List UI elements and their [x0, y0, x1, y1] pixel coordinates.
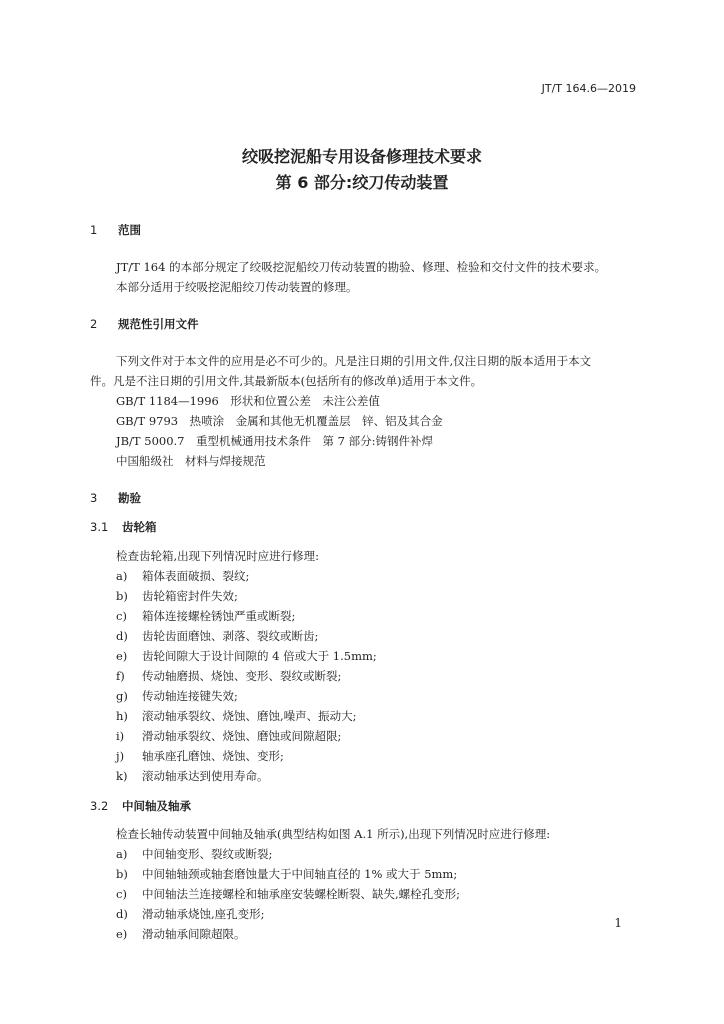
list-marker: d): [116, 907, 128, 921]
list-marker: c): [116, 609, 127, 623]
page-number: 1: [614, 916, 622, 930]
reference-item: GB/T 9793 热喷涂 金属和其他无机覆盖层 锌、铝及其合金: [116, 414, 443, 428]
list-item: [116, 588, 238, 604]
section-title: 规范性引用文件: [118, 317, 199, 331]
list-marker: b): [116, 589, 128, 603]
list-marker: h): [116, 709, 128, 723]
list-item: [116, 668, 341, 684]
section-title: 中间轴及轴承: [122, 799, 191, 813]
section-number: 3: [90, 491, 98, 505]
list-text: 滚动轴承达到使用寿命。: [142, 769, 269, 783]
list-marker: c): [116, 887, 127, 901]
list-item: [116, 768, 269, 784]
list-text: 轴承座孔磨蚀、烧蚀、变形;: [142, 749, 284, 763]
list-marker: g): [116, 689, 128, 703]
reference-item: JB/T 5000.7 重型机械通用技术条件 第 7 部分:铸钢件补焊: [116, 434, 433, 448]
subsection-3-2-heading: [90, 798, 191, 814]
list-item: [116, 648, 377, 664]
section-title: 范围: [118, 223, 141, 237]
paragraph: 下列文件对于本文件的应用是必不可少的。凡是注日期的引用文件,仅注日期的版本适用于本文: [116, 354, 592, 368]
paragraph: 检查齿轮箱,出现下列情况时应进行修理:: [116, 549, 320, 563]
list-text: 齿轮箱密封件失效;: [142, 589, 238, 603]
list-marker: a): [116, 847, 128, 861]
list-text: 箱体连接螺栓锈蚀严重或断裂;: [142, 609, 296, 623]
list-item: [116, 608, 295, 624]
list-text: 滑动轴承裂纹、烧蚀、磨蚀或间隙超限;: [142, 729, 342, 743]
list-marker: b): [116, 867, 128, 881]
list-marker: j): [116, 749, 125, 763]
list-text: 箱体表面破损、裂纹;: [142, 569, 250, 583]
section-number: 2: [90, 317, 98, 331]
list-item: [116, 628, 318, 644]
list-text: 中间轴轴颈或轴套磨蚀量大于中间轴直径的 1% 或大于 5mm;: [142, 867, 458, 881]
list-text: 滑动轴承烧蚀,座孔变形;: [142, 907, 265, 921]
list-item: [116, 866, 457, 882]
paragraph: 件。凡是不注日期的引用文件,其最新版本(包括所有的修改单)适用于本文件。: [90, 374, 483, 388]
subsection-3-1-heading: [90, 519, 157, 535]
paragraph: 检查长轴传动装置中间轴及轴承(典型结构如图 A.1 所示),出现下列情况时应进行修理:: [116, 827, 551, 841]
list-marker: i): [116, 729, 125, 743]
list-item: [116, 708, 357, 724]
document-subtitle: 第 6 部分:绞刀传动装置: [275, 173, 449, 192]
list-marker: a): [116, 569, 128, 583]
list-marker: d): [116, 629, 128, 643]
list-text: 中间轴法兰连接螺栓和轴承座安装螺栓断裂、缺失,螺栓孔变形;: [142, 887, 461, 901]
list-item: [116, 906, 265, 922]
paragraph: 本部分适用于绞吸挖泥船绞刀传动装置的修理。: [116, 280, 358, 294]
list-text: 传动轴连接键失效;: [142, 689, 238, 703]
list-marker: k): [116, 769, 128, 783]
document-title: 绞吸挖泥船专用设备修理技术要求: [241, 147, 482, 166]
section-3-heading: [90, 490, 141, 506]
reference-item: GB/T 1184—1996 形状和位置公差 未注公差值: [116, 394, 380, 408]
reference-item: 中国船级社 材料与焊接规范: [116, 454, 266, 468]
list-marker: f): [116, 669, 125, 683]
list-text: 齿轮间隙大于设计间隙的 4 倍或大于 1.5mm;: [142, 649, 377, 663]
paragraph: JT/T 164 的本部分规定了绞吸挖泥船绞刀传动装置的勘验、修理、检验和交付文件的技术要求。: [116, 260, 607, 274]
list-item: [116, 846, 272, 862]
list-text: 中间轴变形、裂纹或断裂;: [142, 847, 273, 861]
list-text: 滑动轴承间隙超限。: [142, 927, 246, 941]
section-1-heading: [90, 222, 141, 238]
list-item: [116, 728, 341, 744]
section-title: 齿轮箱: [122, 520, 157, 534]
list-marker: e): [116, 649, 128, 663]
list-item: [116, 688, 238, 704]
section-title: 勘验: [118, 491, 141, 505]
list-text: 传动轴磨损、烧蚀、变形、裂纹或断裂;: [142, 669, 342, 683]
list-text: 齿轮齿面磨蚀、剥落、裂纹或断齿;: [142, 629, 319, 643]
standard-number: JT/T 164.6—2019: [541, 82, 636, 95]
section-number: 3.2: [90, 799, 109, 813]
list-item: [116, 886, 460, 902]
section-number: 1: [90, 223, 98, 237]
section-number: 3.1: [90, 520, 109, 534]
section-2-heading: [90, 316, 199, 332]
list-text: 滚动轴承裂纹、烧蚀、磨蚀,噪声、振动大;: [142, 709, 357, 723]
list-marker: e): [116, 927, 128, 941]
list-item: [116, 568, 249, 584]
list-item: [116, 926, 246, 942]
list-item: [116, 748, 284, 764]
